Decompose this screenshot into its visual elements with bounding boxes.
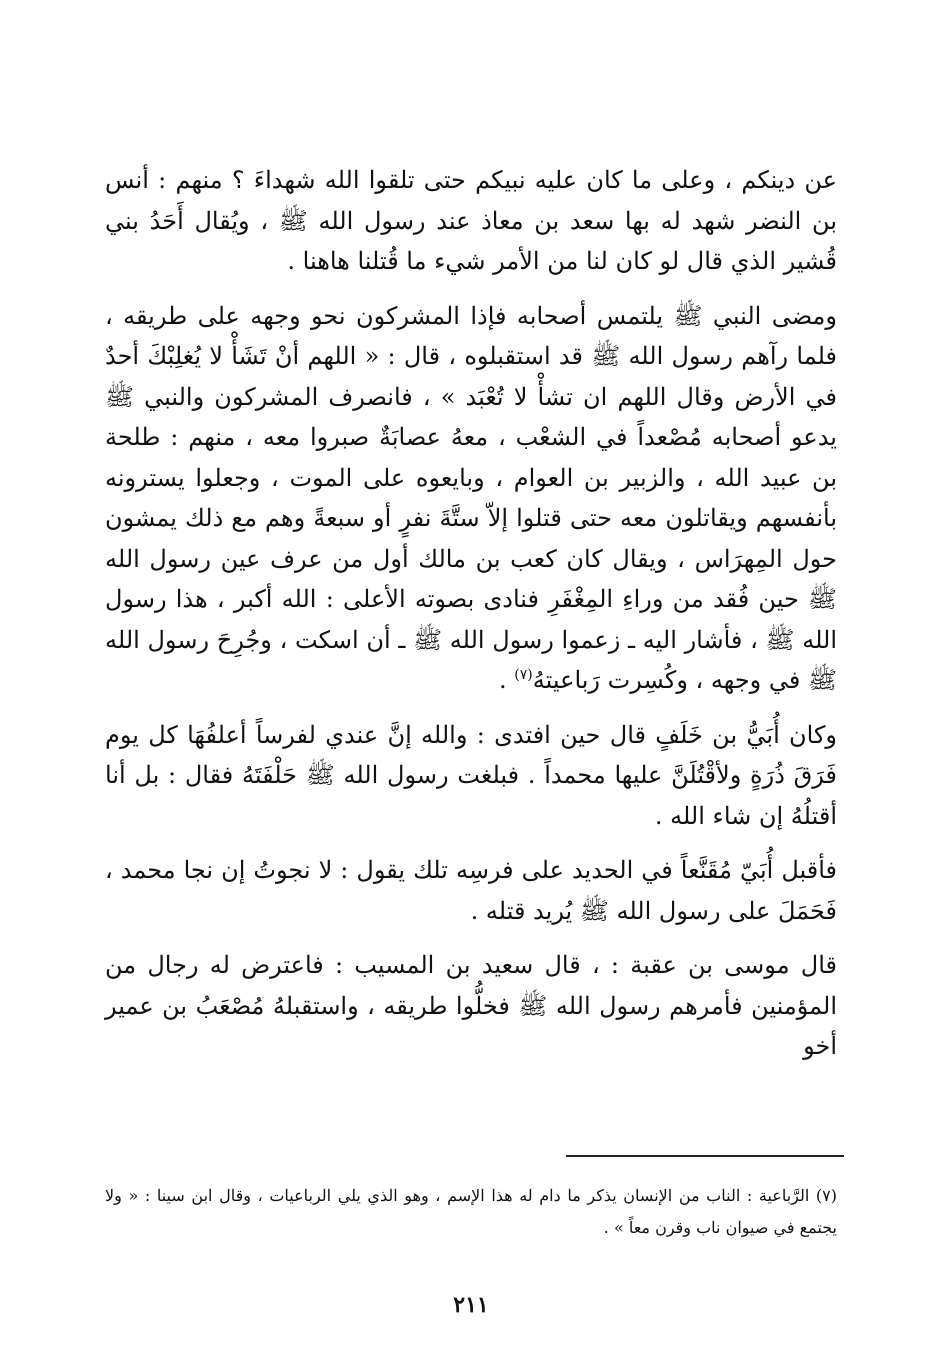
page-number: ٢١١ [453, 1292, 489, 1318]
footnote-reference: (٧) [514, 667, 533, 683]
paragraph-2 [105, 296, 837, 701]
paragraph-2-end: . [499, 666, 515, 694]
footnote-divider [566, 1155, 844, 1157]
paragraph-1: عن دينكم ، وعلى ما كان عليه نبيكم حتى تلقوا الله شهداءَ ؟ منهم : أنس بن النضر شهد له بها سعد بن معاذ عند رسول الله ﷺ ، ويُقال أَحَدُ بني قُشير الذي قال لو كان لنا من الأمر شيء ما قُتلنا هاهنا . [105, 166, 837, 275]
footnote: (٧) الرَّباعية : الناب من الإنسان يذكر ما دام له هذا الإسم ، وهو الذي يلي الرباعيات ، وقال ابن سينا : « ولا يجتمع في صيوان ناب وقرن معاً » . [105, 1186, 837, 1237]
paragraph-2-text: ومضى النبي ﷺ يلتمس أصحابه فإذا المشركون نحو وجهه على طريقه ، فلما رآهم رسول الله ﷺ قد استقبلوه ، قال : « اللهم أنْ تَشَأْ لا يُغلِبْكَ أحدٌ في الأرض وقال اللهم ان تشأْ لا تُعْبَد » ، فانصرف المشركون والنبي ﷺ يدعو أصحابه مُصْعداً في الشعْب ، معهُ عصابَةٌ صبروا معه ، منهم : طلحة بن عبيد الله ، والزبير بن العوام ، وبايعوه على الموت ، وجعلوا يسترونه بأنفسهم ويقاتلون معه حتى قتلوا إلاّ ستَّةَ نفرٍ أو سبعةً وهم مع ذلك يمشون حول المِهرَاس ، ويقال كان كعب بن مالك أول من عرف عين رسول الله ﷺ حين فُقد من وراءِ المِغْفَرِ فنادى بصوته الأعلى : الله أكبر ، هذا رسول الله ﷺ ، فأشار اليه ـ زعموا رسول الله ﷺ ـ أن اسكت ، وجُرِحَ رسول الله ﷺ في وجهه ، وكُسِرت رَباعيتهُ [105, 301, 838, 694]
paragraph-3: وكان أُبَيُّ بن خَلَفٍ قال حين افتدى : والله إنَّ عندي لفرساً أعلفُهَا كل يوم فَرَقَ ذُرَةٍ ولأقْتُلَنَّ عليها محمداً . فبلغت رسول الله ﷺ حَلْفَتَهُ فقال : بل أنا أقتلُهُ إن شاء الله . [105, 720, 837, 830]
page-body [105, 160, 837, 1081]
paragraph-5: قال موسى بن عقبة : ، قال سعيد بن المسيب : فاعترض له رجال من المؤمنين فأمرهم رسول الله ﷺ فخلُّوا طريقه ، واستقبلهُ مُصْعَبُ بن عمير أخو [105, 951, 837, 1060]
paragraph-4: فأقبل أُبَيّ مُقَنَّعاً في الحديد على فرسِه تلك يقول : لا نجوتُ إن نجا محمد ، فَحَمَلَ على رسول الله ﷺ يُريد قتله . [105, 856, 837, 925]
